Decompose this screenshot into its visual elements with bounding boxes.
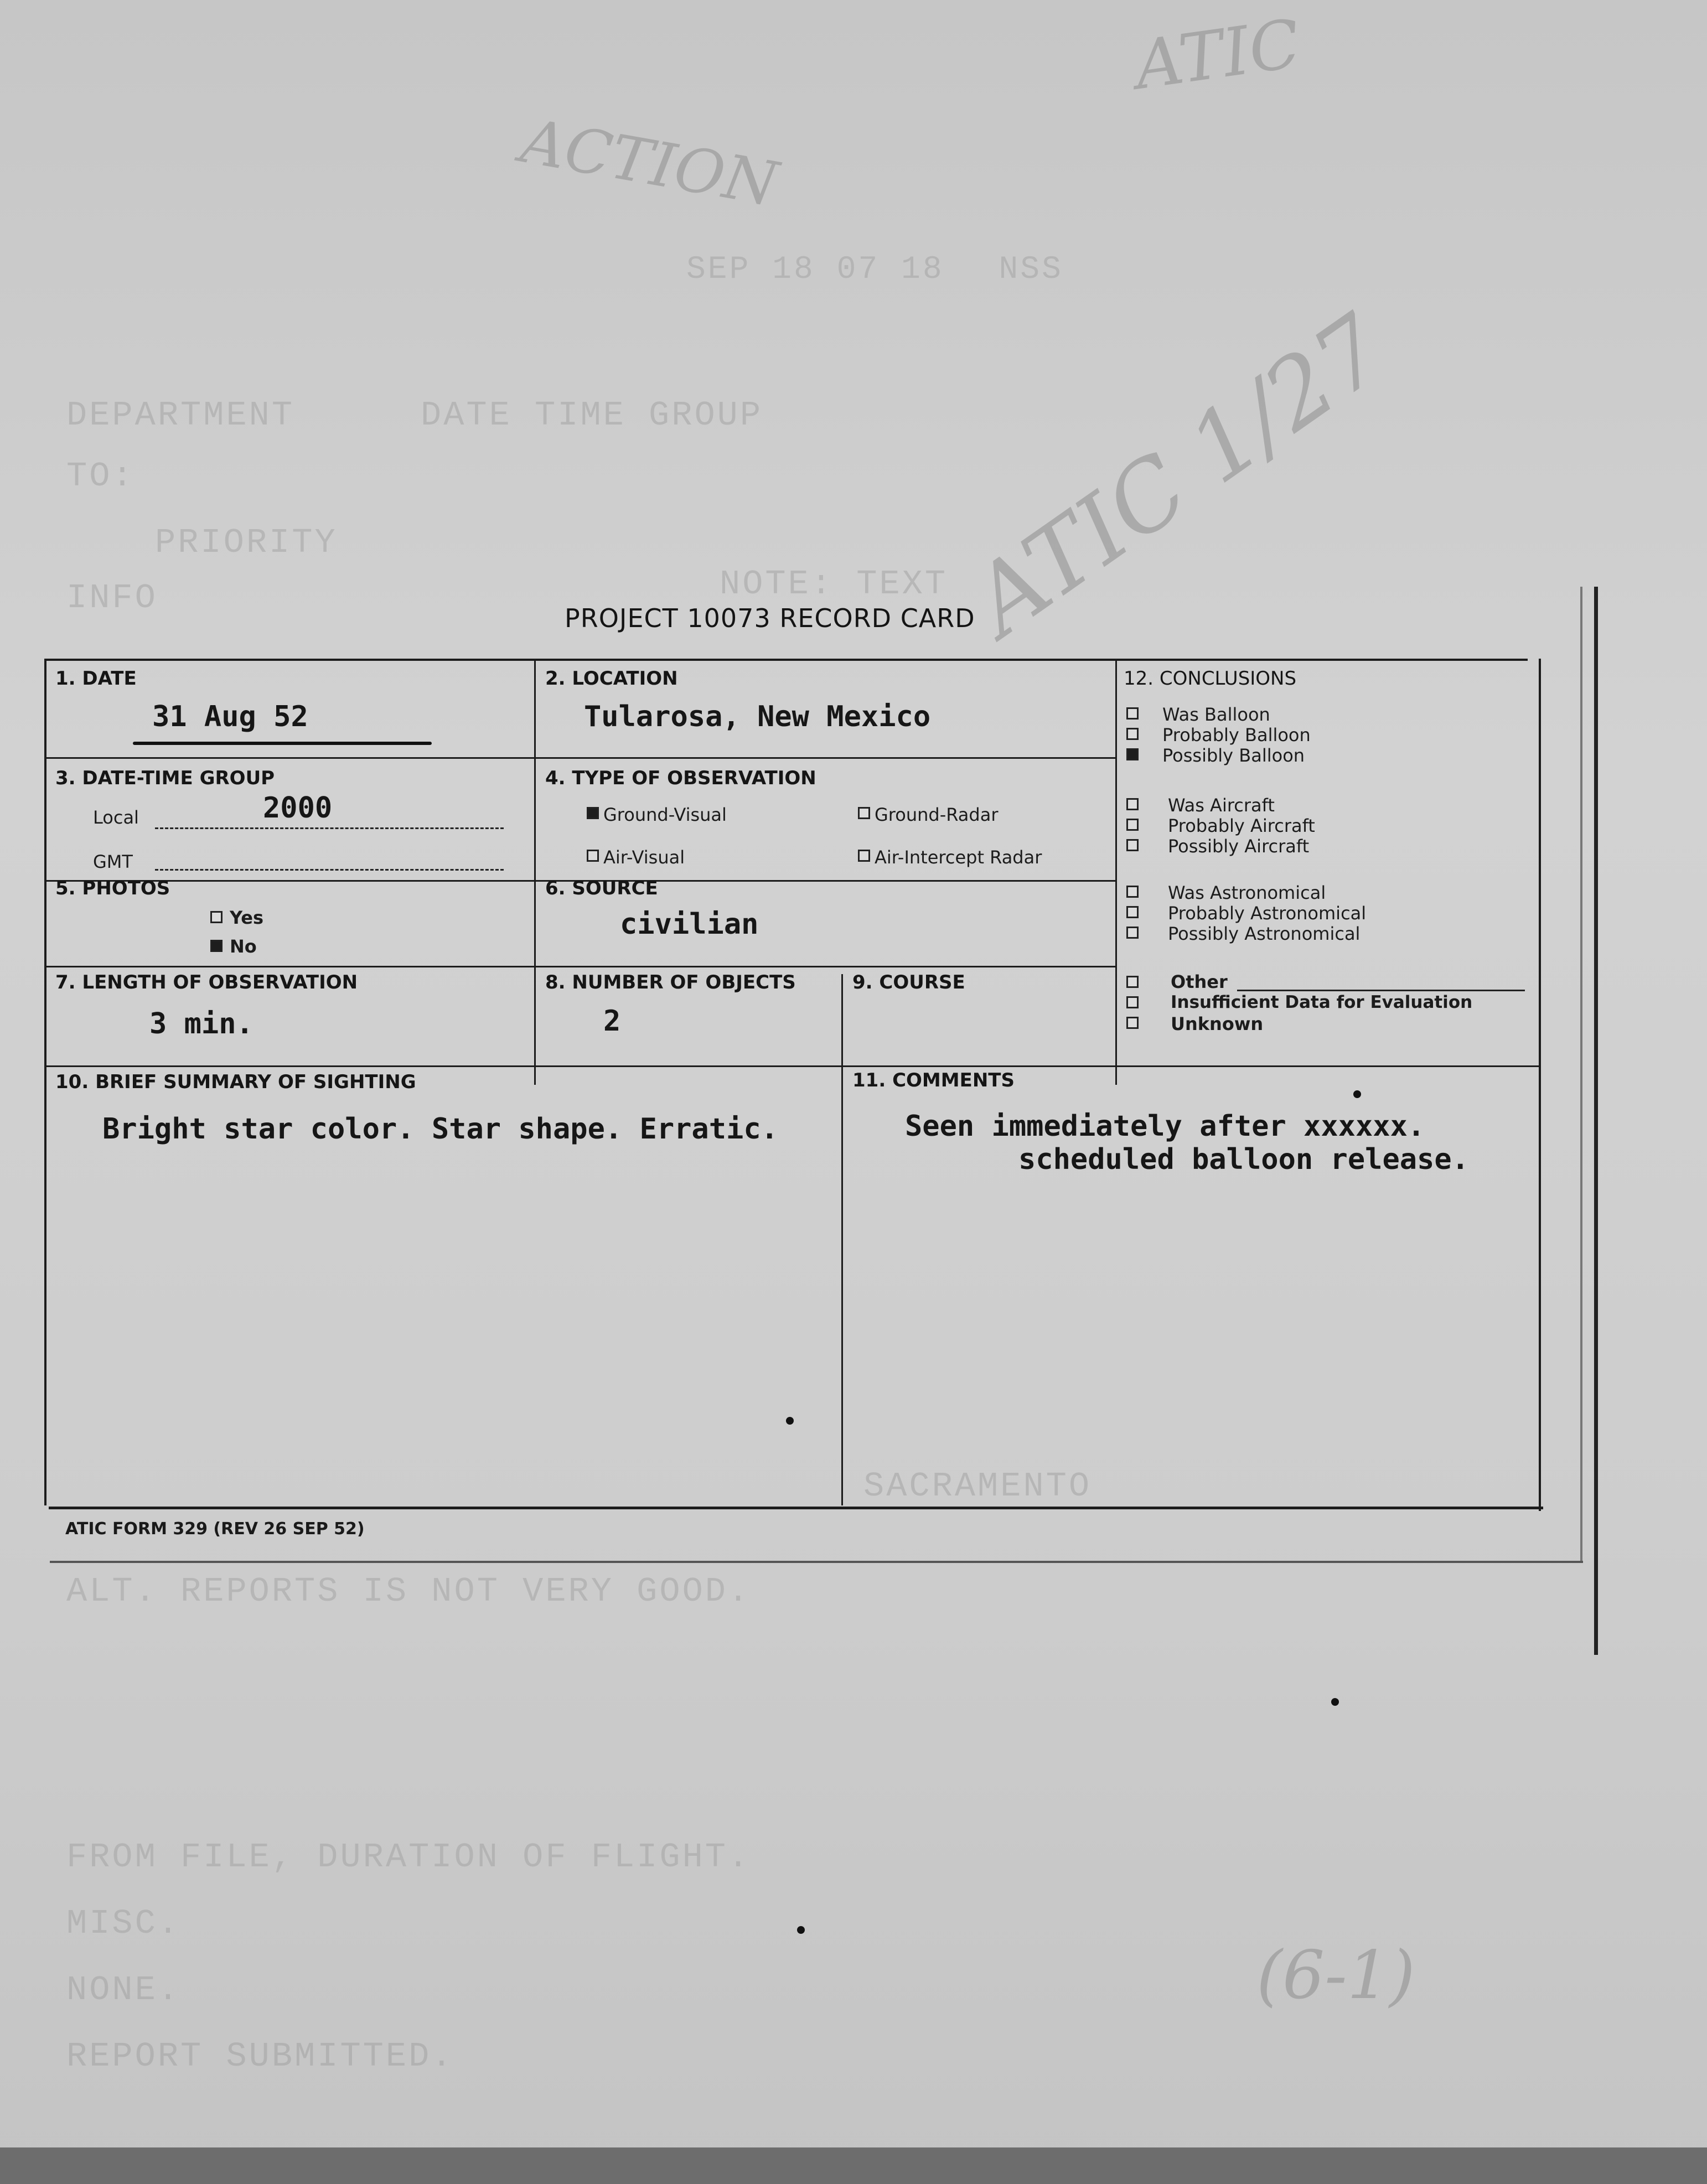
course-label: 9. COURSE	[852, 971, 965, 993]
bleed-line-4: PRIORITY	[155, 523, 338, 562]
handwritten-note-top: ATIC	[1130, 5, 1305, 105]
bleed-line-3: INFO	[66, 578, 158, 618]
other-option: Other	[1171, 971, 1228, 992]
air-visual-checkbox[interactable]	[587, 850, 599, 862]
other-checkbox[interactable]	[1126, 976, 1139, 988]
bleed-line-9: FROM FILE, DURATION OF FLIGHT.	[66, 1838, 751, 1877]
air-visual-option: Air-Visual	[603, 847, 685, 868]
observation-type-label: 4. TYPE OF OBSERVATION	[545, 767, 816, 789]
bleed-line-5: DATE TIME GROUP	[421, 396, 763, 435]
comments-label: 11. COMMENTS	[852, 1069, 1015, 1091]
divider-row-3	[44, 966, 1115, 967]
location-label: 2. LOCATION	[545, 667, 678, 690]
num-objects-label: 8. NUMBER OF OBJECTS	[545, 971, 796, 993]
ground-radar-checkbox[interactable]	[858, 807, 870, 819]
ground-visual-option: Ground-Visual	[603, 804, 727, 825]
insufficient-data-checkbox[interactable]	[1126, 996, 1139, 1008]
was-balloon-option: Was Balloon	[1162, 704, 1270, 725]
summary-value: Bright star color. Star shape. Erratic.	[102, 1112, 778, 1146]
length-label: 7. LENGTH OF OBSERVATION	[55, 971, 358, 993]
ground-visual-checkbox[interactable]	[587, 807, 599, 819]
date-stamp-suffix: NSS	[999, 252, 1063, 288]
local-line	[155, 827, 504, 829]
handwritten-note-bottom: (6-1)	[1256, 1937, 1415, 2014]
date-stamp	[686, 252, 1063, 288]
comments-line-2: scheduled balloon release.	[1018, 1143, 1469, 1176]
bleed-line-1: DEPARTMENT	[66, 396, 295, 435]
form-identifier: ATIC FORM 329 (REV 26 SEP 52)	[65, 1519, 365, 1539]
photos-yes-label: Yes	[230, 907, 263, 928]
frame-bottom	[49, 1507, 1543, 1509]
possibly-astronomical-option: Possibly Astronomical	[1168, 923, 1361, 944]
possibly-aircraft-checkbox[interactable]	[1126, 839, 1139, 851]
was-aircraft-checkbox[interactable]	[1126, 798, 1139, 810]
action-stamp: ACTION	[516, 105, 783, 220]
air-intercept-radar-checkbox[interactable]	[858, 850, 870, 862]
possibly-aircraft-option: Possibly Aircraft	[1168, 836, 1310, 857]
probably-astronomical-option: Probably Astronomical	[1168, 903, 1367, 924]
air-intercept-radar-option: Air-Intercept Radar	[875, 847, 1042, 868]
divider-col-2	[1115, 659, 1117, 1085]
source-value: civilian	[620, 908, 759, 941]
paper-shadow-vertical	[1580, 587, 1582, 1561]
was-aircraft-option: Was Aircraft	[1168, 795, 1275, 816]
photos-label: 5. PHOTOS	[55, 877, 170, 899]
card-title: PROJECT 10073 RECORD CARD	[565, 603, 975, 633]
bleed-line-8: ALT. REPORTS IS NOT VERY GOOD.	[66, 1572, 751, 1611]
date-underline	[133, 742, 432, 745]
speck	[1331, 1698, 1339, 1706]
probably-astronomical-checkbox[interactable]	[1126, 906, 1139, 918]
unknown-checkbox[interactable]	[1126, 1017, 1139, 1029]
conclusions-label: 12. CONCLUSIONS	[1124, 667, 1297, 690]
bottom-edge	[0, 2147, 1707, 2184]
was-balloon-checkbox[interactable]	[1126, 707, 1139, 720]
location-value: Tularosa, New Mexico	[584, 700, 931, 733]
summary-label: 10. BRIEF SUMMARY OF SIGHTING	[55, 1071, 416, 1093]
bleed-line-10: MISC.	[66, 1904, 181, 1943]
photos-no-checkbox[interactable]	[210, 940, 223, 952]
photos-no-label: No	[230, 936, 257, 957]
gmt-label: GMT	[93, 851, 133, 872]
divider-col-3	[841, 974, 843, 1505]
ground-radar-option: Ground-Radar	[875, 804, 999, 825]
unknown-option: Unknown	[1171, 1013, 1264, 1034]
local-label: Local	[93, 807, 139, 828]
bleed-line-12: REPORT SUBMITTED.	[66, 2037, 454, 2076]
was-astronomical-checkbox[interactable]	[1126, 886, 1139, 898]
possibly-astronomical-checkbox[interactable]	[1126, 927, 1139, 939]
bleed-line-11: NONE.	[66, 1970, 181, 2010]
gmt-line	[155, 869, 504, 871]
handwritten-note-diagonal: ATIC 1/27	[952, 294, 1405, 657]
insufficient-data-option: Insufficient Data for Evaluation	[1171, 992, 1473, 1012]
possibly-balloon-checkbox[interactable]	[1126, 748, 1139, 760]
speck	[797, 1926, 805, 1934]
length-value: 3 min.	[149, 1007, 254, 1041]
comments-line-1: Seen immediately after xxxxxx.	[905, 1110, 1425, 1143]
photos-yes-checkbox[interactable]	[210, 911, 223, 923]
frame-left	[44, 659, 46, 1505]
datetime-group-label: 3. DATE-TIME GROUP	[55, 767, 275, 789]
date-label: 1. DATE	[55, 667, 137, 690]
bleed-line-2: TO:	[66, 457, 135, 496]
was-astronomical-option: Was Astronomical	[1168, 882, 1326, 903]
possibly-balloon-option: Possibly Balloon	[1162, 745, 1305, 766]
paper-edge-line	[1594, 587, 1598, 1655]
divider-row-4	[44, 1065, 1539, 1067]
record-card	[44, 659, 1539, 1511]
source-label: 6. SOURCE	[545, 877, 658, 899]
divider-col-1	[534, 659, 536, 1085]
bleed-line-6: NOTE: TEXT	[720, 565, 948, 604]
probably-aircraft-option: Probably Aircraft	[1168, 815, 1315, 836]
bleed-line-7: SACRAMENTO	[863, 1467, 1092, 1506]
date-stamp-text: SEP 18 07 18	[686, 252, 944, 288]
probably-balloon-option: Probably Balloon	[1162, 724, 1311, 746]
num-objects-value: 2	[603, 1005, 621, 1038]
probably-aircraft-checkbox[interactable]	[1126, 819, 1139, 831]
local-value: 2000	[263, 791, 333, 825]
other-line	[1237, 990, 1525, 991]
frame-right	[1539, 659, 1541, 1511]
frame-top	[44, 659, 1528, 661]
divider-row-1	[44, 757, 1115, 759]
date-value: 31 Aug 52	[152, 700, 308, 733]
paper-shadow-line	[50, 1561, 1583, 1563]
probably-balloon-checkbox[interactable]	[1126, 728, 1139, 740]
